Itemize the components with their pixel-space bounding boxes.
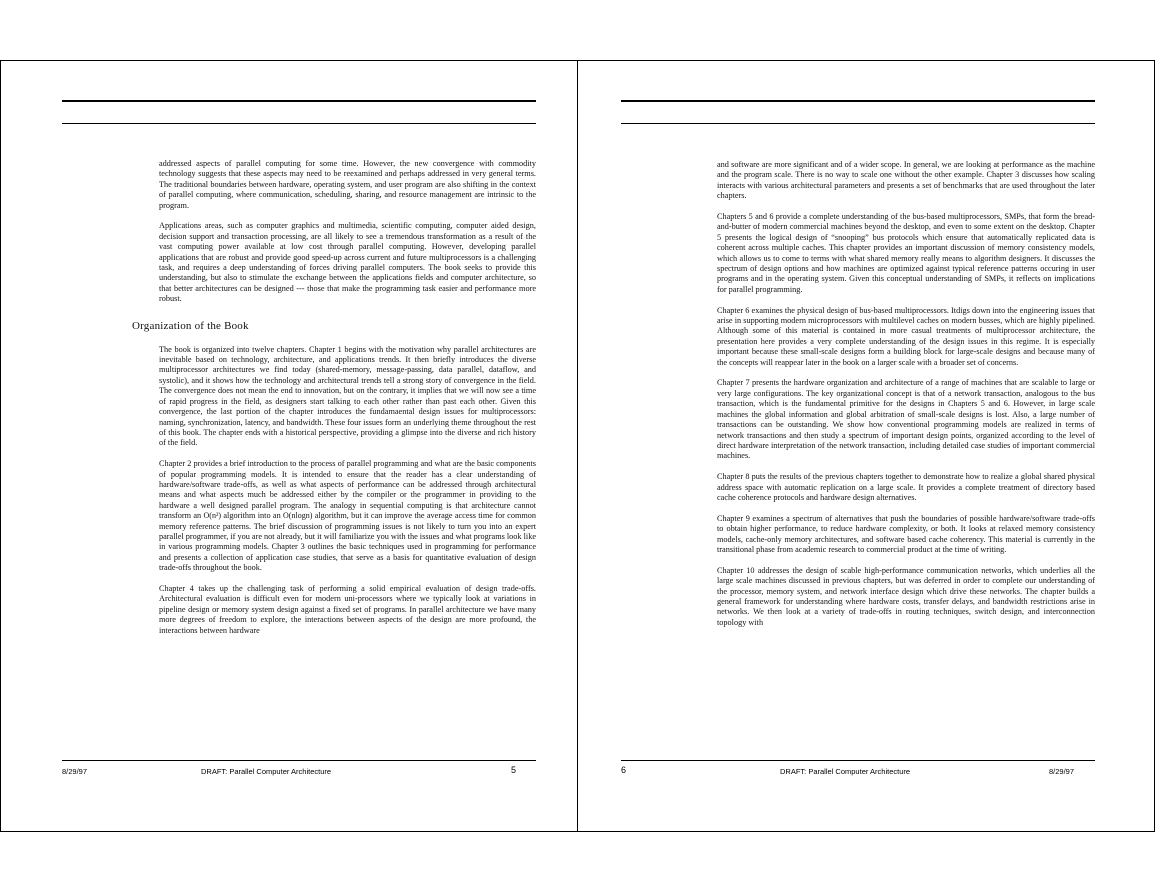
footer-page-number: 5	[511, 765, 517, 775]
paragraph: Chapter 4 takes up the challenging task of performing a solid empirical evaluation of design trade-offs. Architectural evaluation is difficult even for modern uni-processors where we typically look at variations in pipeline design or memory system design against a fixed set of programs. In parallel architecture we have many more degrees of freedom to explore, the interactions between aspects of the design are more profound, the interactions between hardware	[159, 583, 536, 635]
text-run: algorithm into an	[223, 511, 281, 521]
footer-page-number: 6	[621, 765, 627, 775]
header-rule-thin	[62, 123, 536, 124]
right-body-text	[717, 160, 1095, 639]
header-rule-thick	[62, 100, 536, 102]
paragraph: Chapter 7 presents the hardware organization and architecture of a range of machines that are scalable to large or very large configurations. The key organizational concept is that of a network transaction, analogous to the bus transaction, which is the fundamental primitive for the designs in Chapters 5 and 6. However, in large scale machines the global information and global arbitration of small-scale designs is lost. Also, a large number of transactions can be outstanding. We show how conventional programming models are realized in terms of network transactions and then study a spectrum of important design points, organized according to the level of direct hardware interpretation of the network transaction, including detailed case studies of important commercial machines.	[717, 378, 1095, 461]
footer-title: DRAFT: Parallel Computer Architecture	[780, 767, 911, 776]
paragraph: Chapter 8 puts the results of the previous chapters together to demonstrate how to realize a global shared physical address space with automatic replication on a large scale. It provides a complete treatment of directory based cache coherence protocols and hardware design alternatives.	[717, 472, 1095, 502]
footer-rule	[621, 760, 1095, 761]
paragraph: Chapter 10 addresses the design of scable high-performance communication networks, which underlies all the large scale machines discussed in previous chapters, but was deferred in order to complete our understanding of the processor, memory system, and network interface design which drive these networks. The chapter builds a general framework for understanding where hardware costs, transfer delays, and bandwidth restrictions arise in networks. We then look at a variety of trade-offs in routing techniques, switch design, and interconnection topology with	[717, 565, 1095, 627]
footer-date: 8/29/97	[62, 767, 88, 776]
footer-title: DRAFT: Parallel Computer Architecture	[201, 767, 332, 776]
text-run: algorithm, but it can improve the average access time for common memory reference patterns. The brief discussion of programming issues is not likely to turn you into an expert parallel programmer, if you are not already, but it will familiarize you with the issues and what programs look like in various programming models. Chapter 3 outlines the basic techniques used in programming for performance and presents a collection of application case studies, that serve as a basis for quantitative evaluation of design trade-offs throughout the book.	[159, 511, 537, 573]
paragraph: Chapters 5 and 6 provide a complete understanding of the bus-based multiprocessors, SMPs, that form the bread-and-butter of modern commercial machines beyond the desktop, and even to some extent on the desktop. Chapter 5 presents the logical design of “snooping” bus protocols which ensure that automatically replicated data is coherent across multiple caches. This chapter provides an important discussion of memory consistency models, which allows us to come to terms with what shared memory really means to algorithm designers. It discusses the spectrum of design options and how machines are optimized against typical reference patterns occuring in user programs and in the operating system. Given this conceptual understanding of SMPs, it reflects on implications for parallel programming.	[717, 212, 1095, 294]
right-page	[577, 60, 1155, 832]
left-body-text	[132, 159, 537, 646]
paragraph: The book is organized into twelve chapters. Chapter 1 begins with the motivation why parallel architectures are inevitable based on technology, architecture, and applications trends. It then briefly introduces the diverse multiprocessor architectures we find today (shared-memory, message-passing, data parallel, dataflow, and systolic), and it shows how the technology and architectural trends tell a strong story of convergence in the field. The convergence does not mean the end to innovation, but on the contrary, it implies that we will now see a time of rapid progress in the field, as designers start talking to each other rather than past each other. Given this convergence, the last portion of the chapter introduces the fundamaental design issues for multiprocessors: naming, synchronization, latency, and bandwidth. These four issues form an underlying theme throughout the rest of this book. The chapter ends with a historical perspective, providing a glimpse into the diverse and rich history of the field.	[159, 344, 536, 448]
text-run: Chapter 2 provides a brief introduction to the process of parallel programming and what are the basic components of popular programming models. It is intended to ensure that the reader has a clear understanding of hardware/software trade-offs, as well as what aspects of performance can be addressed through architectural means and what aspects much be addressed either by the compiler or the programmer in providing to the hardware a well designed parallel program. The analogy in sequential computing is that architecture cannot transform an	[159, 459, 536, 521]
header-rule-thin	[621, 123, 1095, 124]
paragraph: Chapter 9 examines a spectrum of alternatives that push the boundaries of possible hardware/software trade-offs to obtain higher performance, to reduce hardware complexity, or both. It looks at relaxed memory consistency models, cache-only memory architectures, and software based cache coherency. This material is currently in the transitional phase from academic research to commercial product at the time of writing.	[717, 513, 1095, 554]
left-page	[0, 60, 578, 832]
paragraph: and software are more significant and of a wider scope. In general, we are looking at performance as the machine and the program scale. There is no way to scale one without the other example. Chapter 3 discusses how scaling interacts with various architectural parameters and presents a set of benchmarks that are used throughout the later chapters.	[717, 160, 1095, 201]
paragraph: addressed aspects of parallel computing for some time. However, the new convergence with commodity technology suggests that these aspects may need to be reexamined and perhaps addressed in very general terms. The traditional boundaries between hardware, operating system, and user program are also shifting in the context of parallel computing, where communication, scheduling, sharing, and resource management are intrinsic to the program.	[159, 159, 536, 210]
footer-rule	[62, 760, 536, 761]
paragraph: Chapter 6 examines the physical design of bus-based multiprocessors. Itdigs down into the engineering issues that arise in supporting modern microprocessors with multilevel caches on modern busses, which are highly pipelined. Although some of this material is contained in more casual treatments of multiprocessor architecture, the presentation here provides a very complete understanding of the design issues in this regime. It is especially important because these small-scale designs form a building block for large-scale designs and because many of the concepts will reappear later in the book on a larger scale with a broader set of concerns.	[717, 305, 1095, 367]
math-big-o-nlogn: O(nlogn)	[283, 511, 313, 521]
paragraph-chapter2	[159, 459, 536, 573]
math-big-o-n-squared: O(n²)	[203, 511, 222, 521]
header-rule-thick	[621, 100, 1095, 102]
footer-date: 8/29/97	[1049, 767, 1075, 776]
paragraph: Applications areas, such as computer graphics and multimedia, scientific computing, computer aided design, decision support and transaction processing, are all likely to see a tremendous transformation as a result of the vast computing power available at low cost through parallel computing. However, developing parallel applications that are robust and provide good speed-up across current and future multiprocessors is a challenging task, and requires a deep understanding of forces driving parallel computers. The book seeks to provide this understanding, but also to stimulate the exchange between the applications fields and computer architecture, so that better architectures can be designed --- those that make the programming task easier and performance more robust.	[159, 221, 536, 304]
section-heading: Organization of the Book	[132, 319, 249, 332]
